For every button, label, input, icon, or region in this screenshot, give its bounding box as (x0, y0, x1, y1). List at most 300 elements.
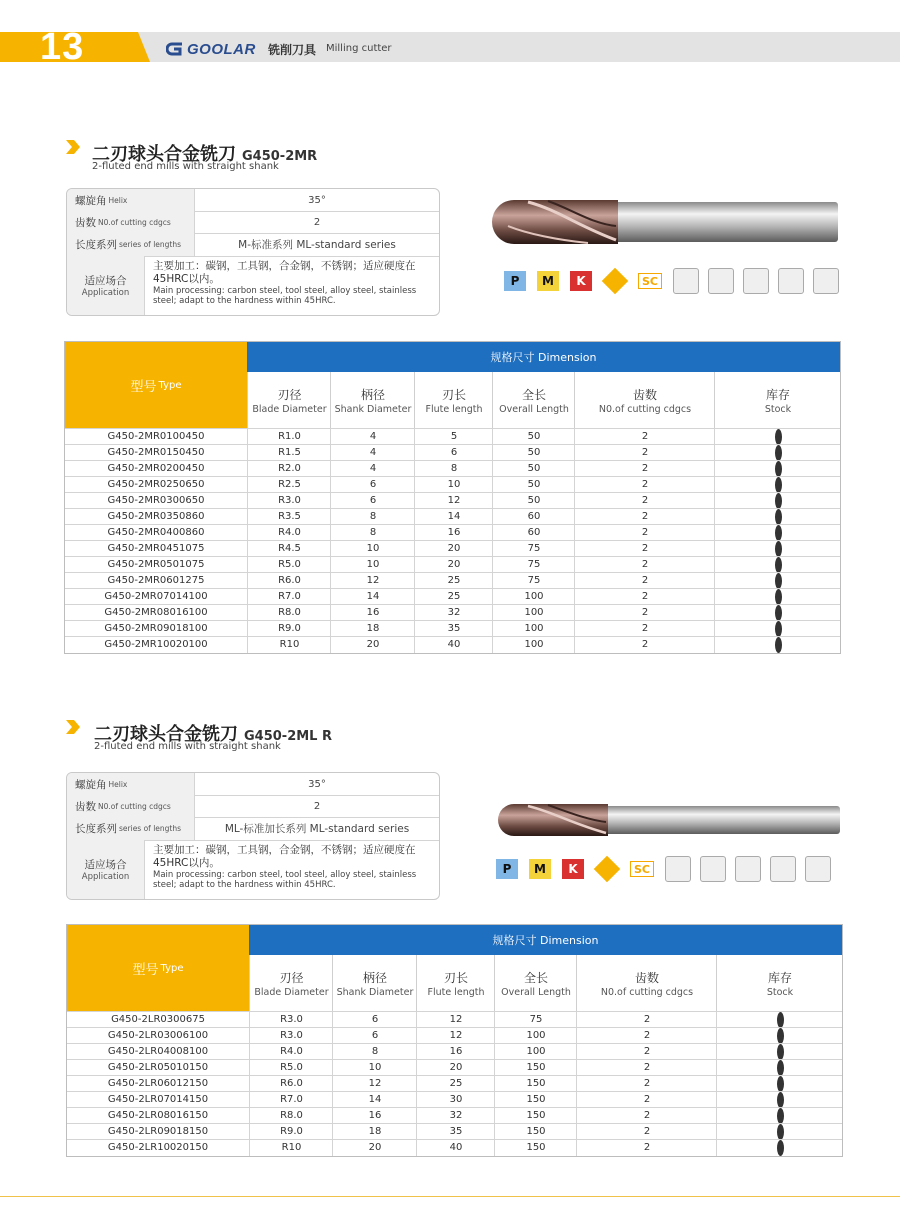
table-cell: 25 (414, 573, 493, 589)
stock-cell (714, 637, 841, 653)
stock-cell (714, 525, 841, 541)
type-header (65, 342, 247, 428)
table-cell: 2 (576, 1124, 717, 1140)
application-cn: 主要加工：碳钢，工具钢，合金钢，不锈钢；适应硬度在45HRC以内。 (153, 844, 416, 869)
model-cell: G450-2MR07014100 (104, 591, 208, 602)
table-cell: 40 (414, 637, 493, 653)
model-cell: G450-2MR0350860 (107, 511, 205, 522)
model-cell: G450-2LR05010150 (107, 1062, 209, 1073)
table-cell: 100 (492, 605, 575, 621)
in-stock-dot-icon (775, 541, 782, 557)
table-cell: R2.0 (247, 461, 331, 477)
table-cell: R8.0 (249, 1108, 333, 1124)
spec-label-cn: 适应场合 (84, 859, 127, 871)
table-cell: 6 (332, 1028, 417, 1044)
table-cell: R5.0 (247, 557, 331, 573)
table-cell: 50 (492, 461, 575, 477)
table-cell: 2 (576, 1140, 717, 1156)
spec-teeth-value: 2 (313, 216, 321, 228)
model-cell: G450-2LR10020150 (107, 1142, 209, 1153)
table-cell: 150 (494, 1092, 577, 1108)
spec-teeth-row (67, 795, 439, 818)
material-sc-badge: SC (638, 273, 662, 289)
material-k-badge: K (570, 271, 592, 291)
stock-cell (714, 509, 841, 525)
column-header-cn: 刃长 (443, 970, 468, 985)
table-cell: 40 (416, 1140, 495, 1156)
table-row (65, 524, 840, 541)
model-cell: G450-2MR0300650 (107, 495, 205, 506)
column-header-en: Shank Diameter (334, 403, 412, 415)
table-cell: 6 (332, 1012, 417, 1028)
table-row (65, 636, 840, 653)
spec-label-en: N0.of cutting cdgcs (98, 217, 171, 227)
table-cell: R7.0 (249, 1092, 333, 1108)
column-header-en: Overall Length (499, 403, 569, 415)
in-stock-dot-icon (775, 429, 782, 445)
table-cell: 100 (492, 589, 575, 605)
table-cell: 2 (576, 1060, 717, 1076)
table-cell: 150 (494, 1060, 577, 1076)
model-cell: G450-2MR10020100 (104, 639, 208, 650)
spec-length-row (67, 817, 439, 841)
stock-cell (714, 461, 841, 477)
column-header (332, 955, 417, 1011)
model-cell: G450-2LR0300675 (111, 1014, 205, 1025)
ramping-icon (813, 268, 839, 294)
table-cell: 20 (414, 541, 493, 557)
column-header-en: Overall Length (501, 986, 571, 998)
in-stock-dot-icon (775, 477, 782, 493)
section2-model: G450-2ML R (244, 729, 333, 744)
stock-cell (714, 605, 841, 621)
model-cell: G450-2MR0501075 (107, 559, 205, 570)
stock-cell (714, 589, 841, 605)
spec-helix-value: 35° (308, 194, 326, 206)
stock-cell (716, 1092, 843, 1108)
table-cell: 2 (574, 461, 715, 477)
model-cell: G450-2MR0100450 (107, 431, 205, 442)
material-p-badge: P (504, 271, 526, 291)
column-header-en: N0.of cutting cdgcs (600, 986, 694, 998)
stock-cell (716, 1012, 843, 1028)
table-cell: R9.0 (247, 621, 331, 637)
table-cell: 150 (494, 1076, 577, 1092)
in-stock-dot-icon (775, 557, 782, 573)
material-badges-1 (504, 268, 848, 294)
spec-label-en: series of lengths (119, 240, 182, 249)
table-cell: 50 (492, 429, 575, 445)
model-cell: G450-2LR07014150 (107, 1094, 209, 1105)
in-stock-dot-icon (775, 573, 782, 589)
table-cell: 100 (492, 621, 575, 637)
column-header-cn: 齿数 (634, 970, 659, 985)
table-row (67, 1123, 842, 1140)
column-header-cn: 刃径 (279, 970, 304, 985)
in-stock-dot-icon (775, 525, 782, 541)
face-milling-icon (673, 268, 699, 294)
table-cell: 16 (330, 605, 415, 621)
table-row (67, 1011, 842, 1028)
column-header (574, 372, 715, 428)
column-header-en: Stock (764, 403, 792, 415)
table-cell: 2 (576, 1092, 717, 1108)
table-cell: 2 (576, 1076, 717, 1092)
spec-teeth-row (67, 211, 439, 234)
in-stock-dot-icon (775, 461, 782, 477)
table-cell: 25 (416, 1076, 495, 1092)
section2-dimension-table (66, 924, 843, 1157)
table-cell: R1.5 (247, 445, 331, 461)
table-cell: 2 (574, 493, 715, 509)
column-header-cn: 刃长 (441, 387, 466, 402)
model-cell: G450-2LR04008100 (107, 1046, 209, 1057)
spec-label-en: Helix (108, 195, 128, 205)
in-stock-dot-icon (777, 1140, 784, 1156)
type-header-en: Type (158, 379, 182, 391)
table-cell: 20 (414, 557, 493, 573)
dimension-header: 规格尺寸 Dimension (247, 342, 840, 372)
table-cell: R9.0 (249, 1124, 333, 1140)
brand-name: GOOLAR (187, 40, 256, 58)
model-cell: G450-2MR0601275 (107, 575, 205, 586)
tool-image-2 (498, 800, 842, 840)
section2-spec-box (66, 772, 440, 900)
table-row (67, 1059, 842, 1076)
spec-application-row (67, 256, 439, 315)
application-en: Main processing: carbon steel, tool steel, alloy steel, stainless steel; adapt to the hardness within 45HRC. (153, 286, 417, 306)
table-cell: 18 (330, 621, 415, 637)
model-cell: G450-2MR0451075 (107, 543, 205, 554)
table-cell: 2 (574, 589, 715, 605)
application-cn: 主要加工：碳钢，工具钢，合金钢，不锈钢；适应硬度在45HRC以内。 (153, 260, 416, 285)
pocket-milling-icon (743, 268, 769, 294)
stock-cell (716, 1028, 843, 1044)
column-header (247, 372, 331, 428)
type-header-cn: 型号 (132, 962, 159, 978)
stock-cell (716, 1044, 843, 1060)
profile-milling-icon (770, 856, 796, 882)
table-cell: R5.0 (249, 1060, 333, 1076)
spec-application-row (67, 840, 439, 899)
in-stock-dot-icon (777, 1028, 784, 1044)
table-cell: 2 (574, 525, 715, 541)
stock-cell (716, 1140, 843, 1156)
table-cell: 20 (332, 1140, 417, 1156)
column-header (576, 955, 717, 1011)
pocket-milling-icon (735, 856, 761, 882)
ramping-icon (805, 856, 831, 882)
spec-label-en: N0.of cutting cdgcs (98, 801, 171, 811)
model-cell: G450-2LR09018150 (107, 1126, 209, 1137)
in-stock-dot-icon (775, 589, 782, 605)
spec-label-en: Helix (108, 779, 128, 789)
table-cell: 2 (574, 541, 715, 557)
table-cell: 10 (414, 477, 493, 493)
table-cell: 50 (492, 493, 575, 509)
table-cell: 150 (494, 1140, 577, 1156)
table-row (67, 1075, 842, 1092)
table-cell: R3.5 (247, 509, 331, 525)
table-cell: 6 (414, 445, 493, 461)
stock-cell (716, 1108, 843, 1124)
column-header (714, 372, 841, 428)
table-cell: 18 (332, 1124, 417, 1140)
table-cell: 4 (330, 445, 415, 461)
table-cell: 12 (416, 1012, 495, 1028)
spec-helix-row (67, 189, 439, 212)
table-cell: 100 (494, 1044, 577, 1060)
material-k-badge: K (562, 859, 584, 879)
hardened-steel-icon (602, 268, 628, 294)
spec-label-cn: 长度系列 (75, 823, 117, 835)
table-cell: 6 (330, 493, 415, 509)
column-header-en: Blade Diameter (254, 986, 329, 998)
in-stock-dot-icon (775, 493, 782, 509)
tool-image-1 (488, 196, 842, 248)
table-cell: R6.0 (249, 1076, 333, 1092)
column-header-en: Blade Diameter (252, 403, 327, 415)
table-row (67, 1043, 842, 1060)
table-cell: 4 (330, 461, 415, 477)
stock-cell (714, 445, 841, 461)
column-header (416, 955, 495, 1011)
table-row (65, 460, 840, 477)
model-cell: G450-2MR0150450 (107, 447, 205, 458)
table-cell: 5 (414, 429, 493, 445)
table-cell: 32 (414, 605, 493, 621)
brand-logo-icon (166, 41, 184, 57)
in-stock-dot-icon (777, 1076, 784, 1092)
spec-length-value: ML-标准加长系列 ML-standard series (224, 823, 410, 835)
table-cell: R4.0 (249, 1044, 333, 1060)
table-cell: 30 (416, 1092, 495, 1108)
in-stock-dot-icon (777, 1108, 784, 1124)
column-header-cn: 齿数 (632, 387, 657, 402)
table-cell: R3.0 (249, 1012, 333, 1028)
material-m-badge: M (537, 271, 559, 291)
table-cell: 32 (416, 1108, 495, 1124)
table-cell: 2 (576, 1028, 717, 1044)
table-cell: 12 (330, 573, 415, 589)
table-row (65, 588, 840, 605)
table-cell: 2 (574, 429, 715, 445)
column-header-cn: 库存 (765, 387, 790, 402)
table-cell: 10 (330, 541, 415, 557)
in-stock-dot-icon (777, 1060, 784, 1076)
table-cell: 14 (414, 509, 493, 525)
material-badges-2 (496, 856, 840, 882)
model-cell: G450-2LR06012150 (107, 1078, 209, 1089)
model-cell: G450-2MR09018100 (104, 623, 208, 634)
spec-length-value: M-标准系列 ML-standard series (238, 239, 396, 251)
table-row (65, 508, 840, 525)
table-cell: 2 (574, 621, 715, 637)
table-cell: 75 (492, 557, 575, 573)
stock-cell (714, 493, 841, 509)
table-cell: 14 (330, 589, 415, 605)
stock-cell (716, 1124, 843, 1140)
column-header (494, 955, 577, 1011)
material-p-badge: P (496, 859, 518, 879)
table-cell: 2 (574, 573, 715, 589)
table-cell: 100 (494, 1028, 577, 1044)
model-cell: G450-2LR03006100 (107, 1030, 209, 1041)
table-cell: 25 (414, 589, 493, 605)
table-row (65, 444, 840, 461)
stock-cell (714, 573, 841, 589)
spec-label-cn: 适应场合 (84, 275, 127, 287)
table-cell: R4.0 (247, 525, 331, 541)
table-cell: 6 (330, 477, 415, 493)
table-cell: 20 (416, 1060, 495, 1076)
table-row (65, 540, 840, 557)
model-cell: G450-2MR0200450 (107, 463, 205, 474)
spec-teeth-value: 2 (313, 800, 321, 812)
page-number: 13 (40, 26, 85, 68)
table-cell: R6.0 (247, 573, 331, 589)
spec-helix-row (67, 773, 439, 796)
stock-cell (714, 477, 841, 493)
table-cell: R10 (249, 1140, 333, 1156)
table-cell: 12 (332, 1076, 417, 1092)
table-cell: R8.0 (247, 605, 331, 621)
table-cell: 8 (414, 461, 493, 477)
column-header (414, 372, 493, 428)
table-cell: R3.0 (249, 1028, 333, 1044)
application-en: Main processing: carbon steel, tool steel, alloy steel, stainless steel; adapt to the hardness within 45HRC. (153, 870, 417, 890)
table-cell: 14 (332, 1092, 417, 1108)
in-stock-dot-icon (777, 1092, 784, 1108)
table-cell: 10 (330, 557, 415, 573)
table-cell: R10 (247, 637, 331, 653)
table-cell: R3.0 (247, 493, 331, 509)
section-arrow-icon (64, 138, 82, 156)
table-cell: 8 (330, 525, 415, 541)
table-cell: 2 (574, 477, 715, 493)
table-row (65, 492, 840, 509)
table-cell: 8 (332, 1044, 417, 1060)
spec-label-cn: 螺旋角 (75, 194, 107, 207)
section1-subtitle: 2-fluted end mills with straight shank (92, 161, 279, 172)
table-cell: 2 (574, 637, 715, 653)
column-header-en: Flute length (425, 403, 483, 415)
table-cell: 50 (492, 477, 575, 493)
table-cell: 150 (494, 1108, 577, 1124)
stock-cell (716, 1060, 843, 1076)
table-cell: 2 (576, 1044, 717, 1060)
footer-divider (0, 1196, 900, 1197)
column-header-cn: 全长 (523, 970, 548, 985)
brand-logo (166, 38, 256, 60)
stock-cell (714, 621, 841, 637)
table-cell: 2 (574, 445, 715, 461)
category-en: Milling cutter (326, 43, 392, 54)
table-cell: 12 (416, 1028, 495, 1044)
in-stock-dot-icon (775, 621, 782, 637)
section2-title-cn: 二刃球头合金铣刀 (94, 724, 238, 745)
model-cell: G450-2MR0400860 (107, 527, 205, 538)
column-header-en: Flute length (427, 986, 485, 998)
table-cell: 16 (414, 525, 493, 541)
column-header (249, 955, 333, 1011)
model-cell: G450-2MR08016100 (104, 607, 208, 618)
column-header (716, 955, 843, 1011)
table-cell: R2.5 (247, 477, 331, 493)
hardened-steel-icon (594, 856, 620, 882)
in-stock-dot-icon (775, 637, 782, 653)
spec-label-en: series of lengths (119, 824, 182, 833)
category-cn: 铣削刀具 (268, 43, 317, 57)
table-cell: 150 (494, 1124, 577, 1140)
slot-milling-icon (708, 268, 734, 294)
table-row (65, 428, 840, 445)
table-cell: 75 (494, 1012, 577, 1028)
table-cell: 75 (492, 573, 575, 589)
table-cell: 2 (574, 605, 715, 621)
spec-label-en: Application (81, 872, 130, 882)
spec-length-row (67, 233, 439, 257)
spec-label-cn: 螺旋角 (75, 778, 107, 791)
table-row (65, 556, 840, 573)
table-cell: 2 (574, 557, 715, 573)
table-cell: 4 (330, 429, 415, 445)
section1-title-cn: 二刃球头合金铣刀 (92, 144, 236, 165)
type-header-en: Type (160, 962, 184, 974)
column-header-cn: 柄径 (362, 970, 387, 985)
table-cell: 60 (492, 509, 575, 525)
in-stock-dot-icon (775, 509, 782, 525)
in-stock-dot-icon (775, 605, 782, 621)
table-cell: R7.0 (247, 589, 331, 605)
stock-cell (714, 429, 841, 445)
table-row (65, 620, 840, 637)
column-header-en: Stock (766, 986, 794, 998)
table-row (67, 1139, 842, 1156)
material-m-badge: M (529, 859, 551, 879)
column-header-cn: 刃径 (277, 387, 302, 402)
dimension-header: 规格尺寸 Dimension (249, 925, 842, 955)
profile-milling-icon (778, 268, 804, 294)
column-header-cn: 库存 (767, 970, 792, 985)
type-header-cn: 型号 (130, 379, 157, 395)
model-cell: G450-2LR08016150 (107, 1110, 209, 1121)
section1-model: G450-2MR (242, 149, 318, 164)
table-cell: R4.5 (247, 541, 331, 557)
table-cell: 16 (332, 1108, 417, 1124)
in-stock-dot-icon (775, 445, 782, 461)
material-sc-badge: SC (630, 861, 654, 877)
section1-spec-box (66, 188, 440, 316)
table-cell: 2 (576, 1012, 717, 1028)
table-cell: 60 (492, 525, 575, 541)
section-arrow-icon (64, 718, 82, 736)
table-row (67, 1091, 842, 1108)
section1-dimension-table (64, 341, 841, 654)
table-row (67, 1027, 842, 1044)
table-cell: 2 (574, 509, 715, 525)
spec-label-cn: 长度系列 (75, 239, 117, 251)
column-header (492, 372, 575, 428)
column-header-cn: 柄径 (360, 387, 385, 402)
section2-subtitle: 2-fluted end mills with straight shank (94, 741, 281, 752)
table-row (65, 476, 840, 493)
column-header (330, 372, 415, 428)
table-row (65, 604, 840, 621)
model-cell: G450-2MR0250650 (107, 479, 205, 490)
table-cell: 100 (492, 637, 575, 653)
table-cell: 16 (416, 1044, 495, 1060)
